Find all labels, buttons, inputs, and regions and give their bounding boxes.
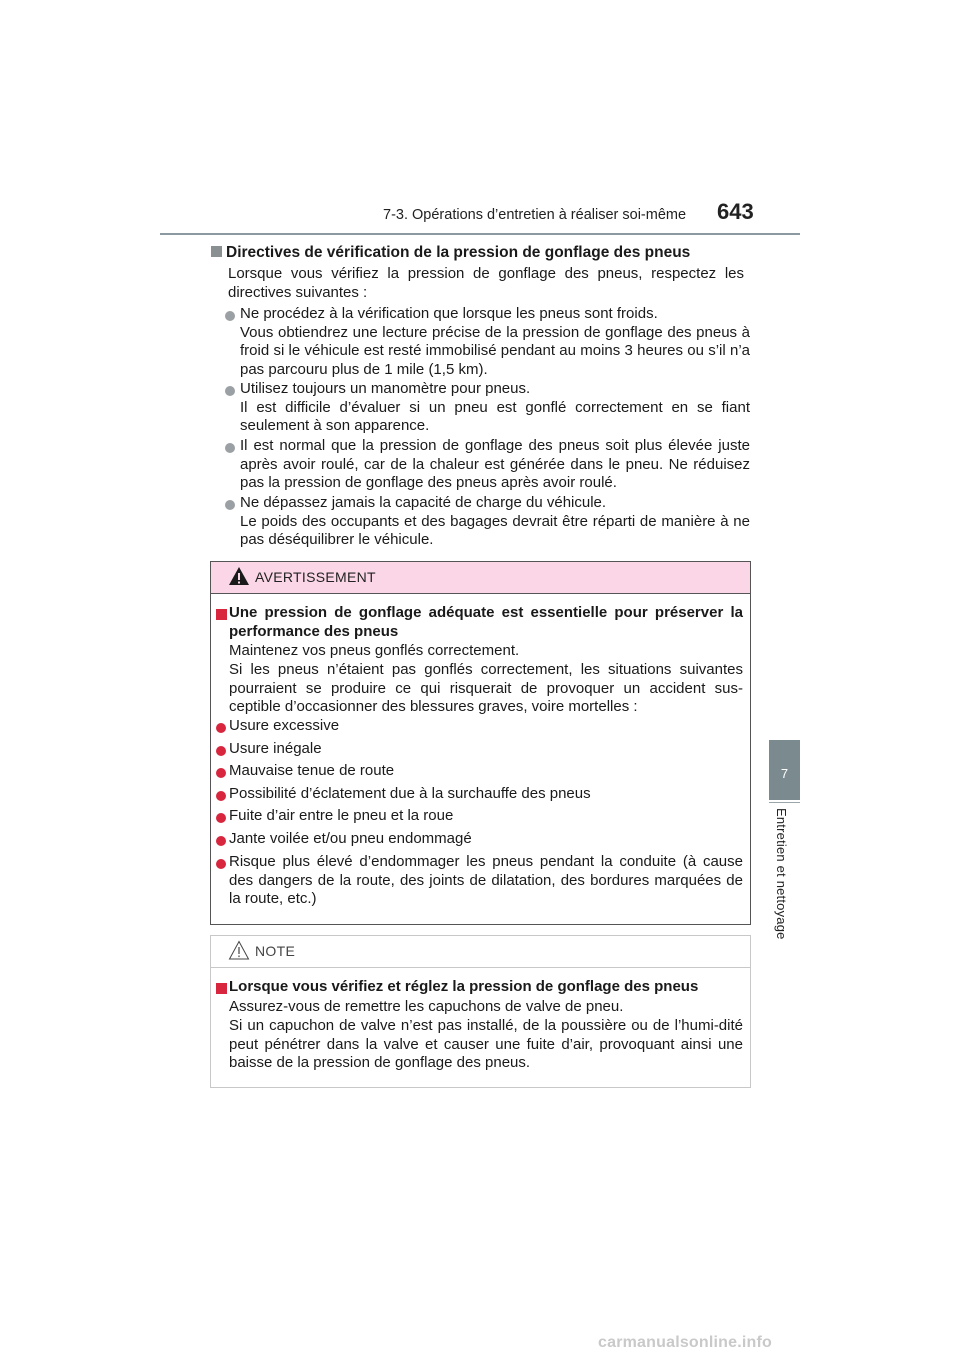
list-item xyxy=(240,305,750,379)
warning-heading: AVERTISSEMENT xyxy=(255,569,376,585)
bullet-dot-icon xyxy=(216,791,226,801)
page-number: 643 xyxy=(717,199,754,224)
warning-para: Si les pneus n’étaient pas gonflés correctement, les situations suivantes pourraient se produire ce qui risquerait de provoquer un accident sus-ceptible d’occasionner des blessures graves, voire mortelles : xyxy=(229,661,743,715)
chapter-tab-divider xyxy=(769,802,800,803)
square-bullet-icon xyxy=(216,983,227,994)
bullet-dot-icon xyxy=(225,500,235,510)
list-item-body: Il est difficile d’évaluer si un pneu est gonflé correctement en se fiant seulement à son apparence. xyxy=(240,398,750,434)
note-title: Lorsque vous vérifiez et réglez la pression de gonflage des pneus xyxy=(229,978,699,995)
section-title-text: Directives de vérification de la pression de gonflage des pneus xyxy=(226,244,691,261)
list-item xyxy=(240,437,750,493)
bullet-dot-icon xyxy=(216,723,226,733)
warning-para: Maintenez vos pneus gonflés correctement. xyxy=(229,642,520,659)
bullet-dot-icon xyxy=(216,813,226,823)
warning-triangle-icon xyxy=(228,566,250,586)
bullet-dot-icon xyxy=(216,768,226,778)
list-item: Usure excessive xyxy=(229,717,340,734)
list-item: Jante voilée et/ou pneu endommagé xyxy=(229,830,472,847)
list-item: Usure inégale xyxy=(229,740,322,757)
list-item: Mauvaise tenue de route xyxy=(229,762,395,779)
note-heading: NOTE xyxy=(255,943,296,959)
bullet-dot-icon xyxy=(216,836,226,846)
caution-triangle-icon xyxy=(228,940,250,960)
bullet-dot-icon xyxy=(216,746,226,756)
warning-title: Une pression de gonflage adéquate est essentielle pour préserver la performance des pneus xyxy=(229,604,743,640)
warning-box xyxy=(210,561,751,925)
square-bullet-icon xyxy=(216,609,227,620)
note-box xyxy=(210,935,751,1088)
warning-header xyxy=(211,562,750,594)
note-para: Assurez-vous de remettre les capuchons de valve de pneu. xyxy=(229,998,624,1015)
list-item: Possibilité d’éclatement due à la surchauffe des pneus xyxy=(229,785,591,802)
chapter-number: 7 xyxy=(780,766,789,781)
bullet-dot-icon xyxy=(216,859,226,869)
list-item: Risque plus élevé d’endommager les pneus pendant la conduite (à cause des dangers de la route, des joints de dilatation, des bordures marquées de la route, etc.) xyxy=(229,853,743,907)
header-divider xyxy=(160,233,800,235)
note-para: Si un capuchon de valve n’est pas installé, de la poussière ou de l’humi-dité peut pénétrer dans la valve et causer une fuite d’air, provoquant ainsi une baisse de la pression de gonflage des pneus. xyxy=(229,1017,743,1071)
note-header xyxy=(211,936,750,968)
chapter-tab[interactable] xyxy=(769,740,800,800)
square-bullet-icon xyxy=(211,246,222,257)
site-watermark: carmanualsonline.info xyxy=(598,1334,773,1351)
list-item-head: Utilisez toujours un manomètre pour pneus. xyxy=(240,380,531,397)
section-title xyxy=(211,244,690,262)
section-intro: Lorsque vous vérifiez la pression de gonflage des pneus, respectez les directives suivantes : xyxy=(228,265,744,301)
list-item xyxy=(240,380,750,436)
list-item-body: Le poids des occupants et des bagages devrait être réparti de manière à ne pas déséquilibrer le véhicule. xyxy=(240,512,750,548)
bullet-dot-icon xyxy=(225,443,235,453)
list-item-head: Il est normal que la pression de gonflage des pneus soit plus élevée juste après avoir roulé, car de la chaleur est générée dans le pneu. Ne réduisez pas la pression de gonflage des pneus après avoir roulé. xyxy=(240,437,750,491)
list-item-body: Vous obtiendrez une lecture précise de la pression de gonflage des pneus à froid si le véhicule est resté immobilisé pendant au moins 3 heures ou s’il n’a pas parcouru plus de 1 mile (1,5 km). xyxy=(240,323,750,378)
bullet-dot-icon xyxy=(225,386,235,396)
bullet-dot-icon xyxy=(225,311,235,321)
list-item: Fuite d’air entre le pneu et la roue xyxy=(229,807,454,824)
chapter-label: Entretien et nettoyage xyxy=(774,808,789,940)
list-item-head: Ne dépassez jamais la capacité de charge du véhicule. xyxy=(240,494,607,511)
list-item xyxy=(240,494,750,550)
running-header-section: 7-3. Opérations d’entretien à réaliser soi-même xyxy=(383,207,687,223)
list-item-head: Ne procédez à la vérification que lorsque les pneus sont froids. xyxy=(240,305,658,322)
